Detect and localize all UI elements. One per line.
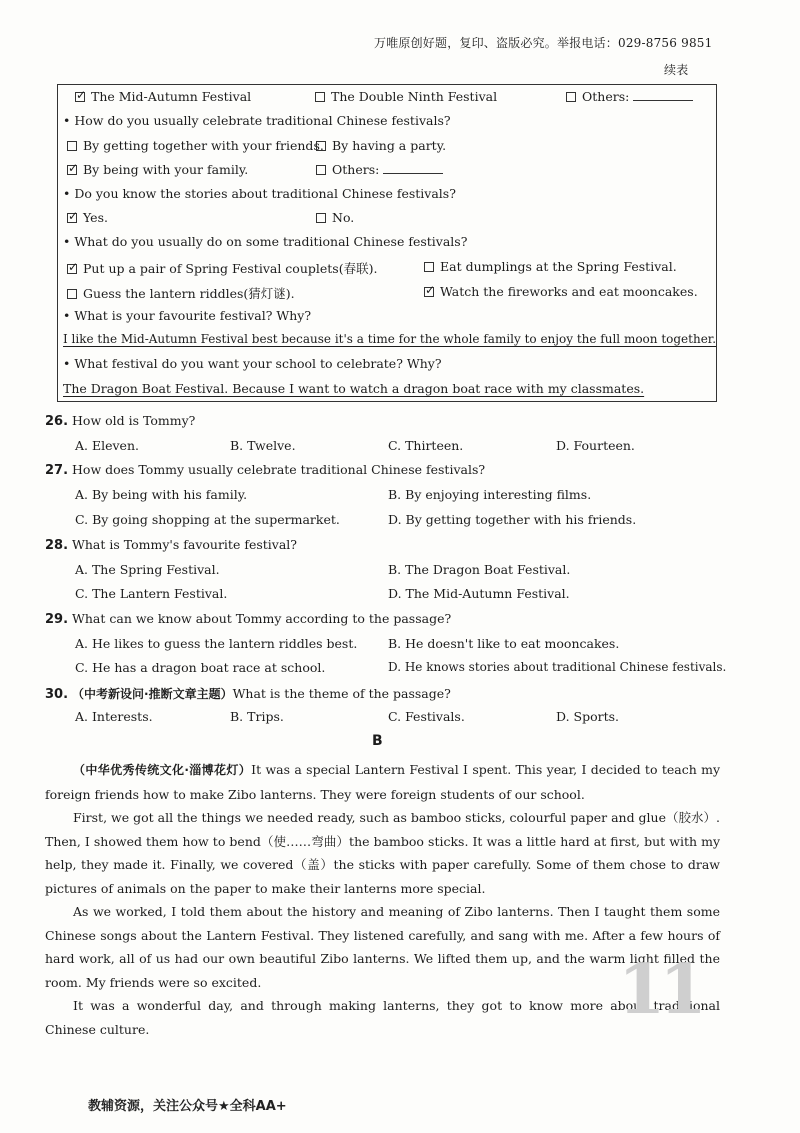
option-b: B. By enjoying interesting films.	[388, 487, 592, 502]
page-number: 11	[618, 950, 701, 1030]
checkbox-checked-icon	[75, 92, 85, 102]
header-copyright: 万唯原创好题，复印、盗版必究。举报电话：029-8756 9851	[374, 36, 713, 50]
survey-option: The Double Ninth Festival	[315, 89, 497, 104]
option-d: D. The Mid-Autumn Festival.	[388, 586, 570, 601]
survey-option: ✓Put up a pair of Spring Festival couplets(春联).	[67, 259, 377, 277]
survey-option: ✓The Mid-Autumn Festival	[75, 89, 251, 104]
survey-option: ✓Yes.	[67, 210, 108, 225]
survey-option: No.	[316, 210, 354, 225]
paragraph: （中华优秀传统文化·淄博花灯）It was a special Lantern Festival I spent. This year, I decided to teach my foreign friends how to make Zibo lanterns. They were foreign students of our school.	[45, 762, 721, 802]
section-title: B	[372, 733, 383, 749]
question-28: 28. What is Tommy's favourite festival?	[45, 537, 297, 553]
checkbox-icon	[67, 141, 77, 151]
survey-answer: The Dragon Boat Festival. Because I want to watch a dragon boat race with my classmates.	[63, 381, 645, 396]
option-d: D. By getting together with his friends.	[388, 512, 637, 527]
survey-answer: I like the Mid-Autumn Festival best because it's a time for the whole family to enjoy the full moon together.	[63, 332, 717, 346]
option-b: B. Trips.	[230, 709, 284, 724]
survey-question: • What is your favourite festival? Why?	[63, 308, 312, 323]
survey-option: ✓ Watch the fireworks and eat mooncakes.	[424, 284, 698, 299]
checkbox-icon	[424, 262, 434, 272]
survey-question: • How do you usually celebrate traditional Chinese festivals?	[63, 113, 451, 128]
checkbox-checked-icon	[67, 213, 77, 223]
question-30: 30. （中考新设问·推断文章主题）What is the theme of the passage?	[45, 686, 451, 702]
option-a: A. He likes to guess the lantern riddles best.	[75, 636, 358, 651]
checkbox-icon	[316, 213, 326, 223]
checkbox-checked-icon	[67, 165, 77, 175]
question-29: 29. What can we know about Tommy according to the passage?	[45, 611, 452, 627]
footer-text: 教辅资源，关注公众号★全科AA+	[88, 1099, 287, 1114]
option-b: B. He doesn't like to eat mooncakes.	[388, 636, 620, 651]
option-a: A. Interests.	[75, 709, 153, 724]
checkbox-icon	[566, 92, 576, 102]
option-c: C. Thirteen.	[388, 438, 464, 453]
survey-option: ✓By being with your family.	[67, 162, 248, 177]
option-c: C. Festivals.	[388, 709, 465, 724]
option-c: C. By going shopping at the supermarket.	[75, 512, 340, 527]
paragraph: First, we got all the things we needed ready, such as bamboo sticks, colourful paper and glue（胶水）. Then, I showed them how to bend（使……弯曲）the bamboo sticks. It was a little hard at first, but with my help, they made it. Finally, we covered（盖）the sticks with paper carefully. Some of them chose to draw pictures of animals on the paper to make their lanterns more special.	[45, 810, 720, 896]
option-d: D. Fourteen.	[556, 438, 635, 453]
checkbox-icon	[67, 289, 77, 299]
survey-option: Others:	[316, 162, 443, 177]
checkbox-icon	[315, 92, 325, 102]
answer-blank	[633, 90, 693, 101]
question-27: 27. How does Tommy usually celebrate traditional Chinese festivals?	[45, 462, 486, 478]
checkbox-checked-icon	[67, 264, 77, 274]
survey-option: By getting together with your friends.	[67, 138, 324, 153]
checkbox-checked-icon	[424, 287, 434, 297]
checkbox-icon	[316, 165, 326, 175]
option-d: D. He knows stories about traditional Chinese festivals.	[388, 660, 727, 674]
option-a: A. Eleven.	[75, 438, 139, 453]
checkbox-icon	[316, 141, 326, 151]
option-a: A. The Spring Festival.	[75, 562, 220, 577]
survey-option: Others:	[566, 89, 693, 104]
survey-option: By having a party.	[316, 138, 446, 153]
paragraph: It was a wonderful day, and through making lanterns, they got to know more about traditional Chinese culture.	[45, 998, 720, 1037]
survey-question: • What do you usually do on some traditional Chinese festivals?	[63, 234, 468, 249]
option-a: A. By being with his family.	[75, 487, 248, 502]
survey-question: • What festival do you want your school to celebrate? Why?	[63, 356, 442, 371]
survey-option: Guess the lantern riddles(猜灯谜).	[67, 284, 295, 302]
paragraph: As we worked, I told them about the history and meaning of Zibo lanterns. Then I taught them some Chinese songs about the Lantern Festival. They listened carefully, and sang with me. After a few hours of hard work, all of us had our own beautiful Zibo lanterns. We lifted them up, and the warm light filled the room. My friends were so excited.	[45, 904, 720, 990]
option-c: C. He has a dragon boat race at school.	[75, 660, 326, 675]
question-26: 26. How old is Tommy?	[45, 413, 196, 429]
answer-blank	[383, 163, 443, 174]
option-d: D. Sports.	[556, 709, 620, 724]
survey-question: • Do you know the stories about traditional Chinese festivals?	[63, 186, 456, 201]
option-c: C. The Lantern Festival.	[75, 586, 228, 601]
option-b: B. Twelve.	[230, 438, 296, 453]
option-b: B. The Dragon Boat Festival.	[388, 562, 571, 577]
continued-label: 续表	[664, 63, 689, 77]
survey-option: Eat dumplings at the Spring Festival.	[424, 259, 677, 274]
